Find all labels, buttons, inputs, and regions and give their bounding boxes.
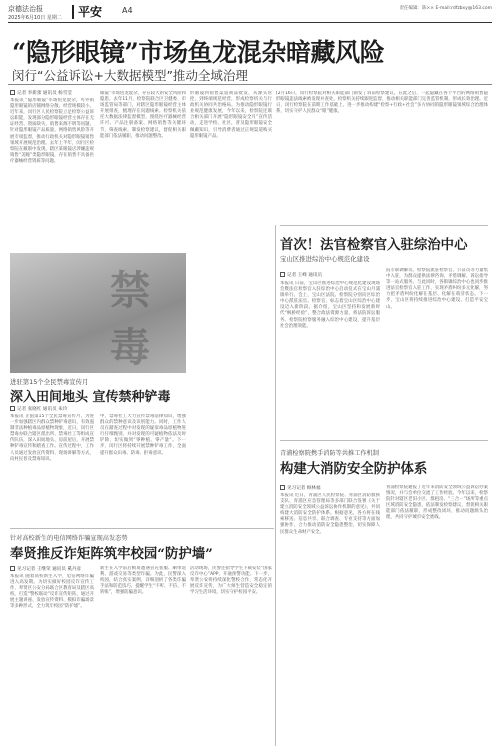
divider	[10, 528, 274, 529]
story-d-headline: 构建大消防安全防护体系	[280, 461, 428, 477]
newspaper-name: 京德法治报	[8, 5, 43, 13]
section-title: 平安	[78, 5, 103, 19]
lead-headline: “隐形眼镜”市场鱼龙混杂暗藏风险	[12, 38, 385, 67]
story-d-column-2: 青浦检察院通报了近年来消防安全领域公益诉讼办案情况，并与会单位交流了工作经验。今年以来，检察院针对辖区老旧小区、群租房、“三合一”场所等重点区域消防安全隐患，依法制发检察建议，督促相关职能部门依法履职，形成整改闭环，推动问题源头治理，共同守护城市安全底线。	[386, 485, 488, 521]
story-b-column-1: 本报讯 日前，宝山区推进综治中心规范化建设现场会暨法官检察官入驻综治中心启动仪式在宝山月浦镇举行。会上，宝山区法院、检察院分别向区综治中心派驻法官、检察官，标志着宝山区综治中心建设迈入新阶段。据介绍，宝山区坚持和发展新时代“枫桥经验”，整合政法资源力量，将法院诉讼服务、检察院检察服务融入综治中心建设，提升基层社会治理效能。	[280, 281, 380, 329]
byline-marker-icon	[280, 272, 285, 277]
photo-stamp: 禁毒	[110, 267, 150, 371]
lead-column-2: 眼镜”市场鱼龙混杂，存在较大的安全风险和隐患。去年11月，检察院联合区卫健委、市场监管局等部门，对辖区隐形眼镜经营主体开展排查，梳理存在问题线索。检察机关依托大数据法律监督模型，围绕医疗器械经营许可、产品注册备案、网络销售等关键环节，筛查线索，制发检察建议，督促相关职能部门依法履职，推动问题整改。	[100, 91, 186, 139]
byline-marker-icon	[10, 90, 15, 95]
byline-marker-icon	[10, 406, 15, 411]
page-number: A4	[122, 6, 133, 15]
story-c-byline	[10, 566, 81, 572]
story-a-subheadline: 进驻第15个全民禁毒宣传月	[10, 378, 89, 386]
story-a-byline	[10, 406, 67, 412]
drug-field-photo	[10, 253, 186, 373]
divider	[280, 440, 488, 441]
story-b-subheadline: 宝山区推进综治中心规范化建设	[280, 255, 370, 263]
story-a-headline: 深入田间地头 宣传禁种铲毒	[10, 390, 171, 405]
lead-rule	[8, 84, 492, 85]
issue-date: 2025年6月10日 星期二	[8, 15, 62, 21]
story-a-column-1: 本报讯 正值第15个全民禁毒宣传月，为进一步加强辖区内群众禁种铲毒意识，有效遏制非法种植毒品原植物现象，近日，闵行区禁毒办联合辖区派出所、禁毒社工等组成宣传队伍，深入田间地头、房前屋后，开展禁种铲毒宣传和踏查工作。宣传过程中，工作人员通过发放宣传资料、现场讲解等方式，向村民普及禁毒知识。	[10, 414, 94, 462]
story-c-column-3: 活动现场，民警还指导学生下载安装“国家反诈中心”APP，开通预警功能。下一步，奉贤公安将持续深化警校合作，常态化开展反诈宣传，为广大师生营造安全稳定的学习生活环境，切实守护校园平安。	[190, 566, 272, 596]
lead-byline-text: 记者 李新蕾 通讯员 杨雪莹	[17, 91, 72, 96]
story-d-byline	[280, 485, 321, 491]
story-b-headline: 首次！法官检察官入驻综治中心	[280, 237, 468, 253]
editor-line: 责任编辑：陈×× E-mail:rdfzbxy@163.com	[399, 6, 492, 11]
byline-marker-icon	[10, 566, 15, 571]
header-divider	[72, 5, 74, 19]
story-c-byline-text: 见习记者 王继荣 通讯员 奚丹彦	[17, 567, 82, 572]
story-a-column-2: 中，禁毒社工大力宣传禁毒法律知识，增强群众的禁种意识及识别能力。同时，工作人员在踏查过程中对发现的疑似毒品原植物进行仔细甄别，并对发现的可疑植物依法及时铲除，切实做到“零种植、零产量”。下一步，闵行区将持续开展禁种铲毒工作，全面提升群众识毒、防毒、拒毒意识。	[100, 414, 186, 456]
lead-column-4: [2月16日，闵行检察院对相关职能部门制发了诉前检察建议，在此之后，一起隐藏在各个平台的网络销售隐形眼镜违法线索被发现并查处。检察机关持续跟进监督，推动相关职能部门完善监管机制，形成长效治理。近日，闵行检察院在前期工作基础上，进一步推动构建“检察+行政+社会”多方协同的隐形眼镜领域综合治理体系，切实守护人民群众“眼”健康。	[276, 91, 488, 115]
story-a-byline-text: 记者 张晓红 通讯员 朱玲	[17, 407, 68, 412]
story-c-subheadline: 针对高校新生的电信网络诈骗宣现高发态势	[10, 535, 128, 542]
story-b-byline-text: 记者 王峰 通讯员	[287, 273, 323, 278]
divider	[280, 225, 488, 226]
story-b-column-2: 院专职调解员、检察院派驻检察官、公证员等力量集中入驻，为群众提供法律咨询、矛盾调解、诉讼指导等一站式服务。与此同时，各街镇综治中心也同步推进法官检察官入驻工作，实现矛盾纠纷多元化解，努力把矛盾纠纷化解在基层、化解在萌芽状态。下一步，宝山区将持续推进综治中心建设，打造平安宝山。	[386, 268, 488, 310]
story-c-headline: 奉贤推反诈矩阵筑牢校园“防护墙”	[10, 546, 213, 562]
story-c-column-1: 本报讯 随着高校新生入学，电信网络诈骗进入高发期。为切实做好校园反诈宣传工作，奉贤区公安分局联合区教育局及辖区高校，打造“警校联动”反诈宣传矩阵，通过开展主题讲座、发放宣传资料、模拟诈骗场景等多种形式，全力筑牢校园“防护墙”。	[10, 574, 94, 610]
story-c-column-2: 新生在入学前后极易遭遇冒充客服、刷单返利、游戏交易等类型诈骗。为此，民警深入校园，结合真实案例，详细剖析了各类诈骗手法和防范技巧，提醒学生“不听、不信、不转账”，增强防骗意识。	[100, 566, 186, 596]
lead-column-1: 本报讯 “隐形眼镜”市场鱼龙混杂，可外销隐形眼镜的店铺网络分散、经营规模较小。近年来，闵行区人民检察院立足检察公益诉讼职能，发现部分隐形眼镜经营主体存在无证经营、资质缺失、销售来源不明等问题，针对隐形眼镜产品质量、网络销售风险等开展专项监督，推动行政机关对隐形眼镜销售领域开展规范治理。去年上半年，闵行区检察院在履职中发现，辖区某眼镜店涉嫌违规销售“美瞳”类隐形眼镜，存在销售不具备医疗器械经营资质等问题。	[10, 98, 94, 164]
story-b-byline	[280, 272, 322, 278]
header-rule	[8, 22, 492, 23]
column-divider	[275, 225, 276, 746]
story-d-subheadline: 青浦检察院携手消防等共推工作机制	[280, 450, 379, 457]
lead-subheadline: 闵行“公益诉讼+大数据模型”推动全域治理	[12, 68, 248, 83]
lead-byline	[10, 90, 72, 96]
lead-column-3: 形眼镜到销售渠道商品批发，从源头管控，到终端规范经营，形成检察机关与行政机关协同共治格局。为推动隐形眼镜行业规范健康发展，今年以来，检察院还联合相关部门开展“隐形眼镜安全月”宣传活动，走进学校、社区，普及隐形眼镜安全佩戴知识，引导消费者通过正规渠道购买隐形眼镜产品。	[190, 91, 272, 139]
story-d-byline-text: 见习记者 顾林福	[287, 486, 321, 491]
byline-marker-icon	[280, 485, 285, 490]
story-d-column-1: 本报讯 近日，青浦区人民检察院、青浦区消防救援支队、青浦区应急管理局等多部门联合签署《关于建立消防安全领域公益诉讼协作机制的意见》，共同构建大消防安全防护体系。根据意见，各方将在线索移送、信息共享、联合调查、专业支持等方面加强协作，合力推动消防安全隐患整治，切实保障人民群众生命财产安全。	[280, 493, 380, 535]
